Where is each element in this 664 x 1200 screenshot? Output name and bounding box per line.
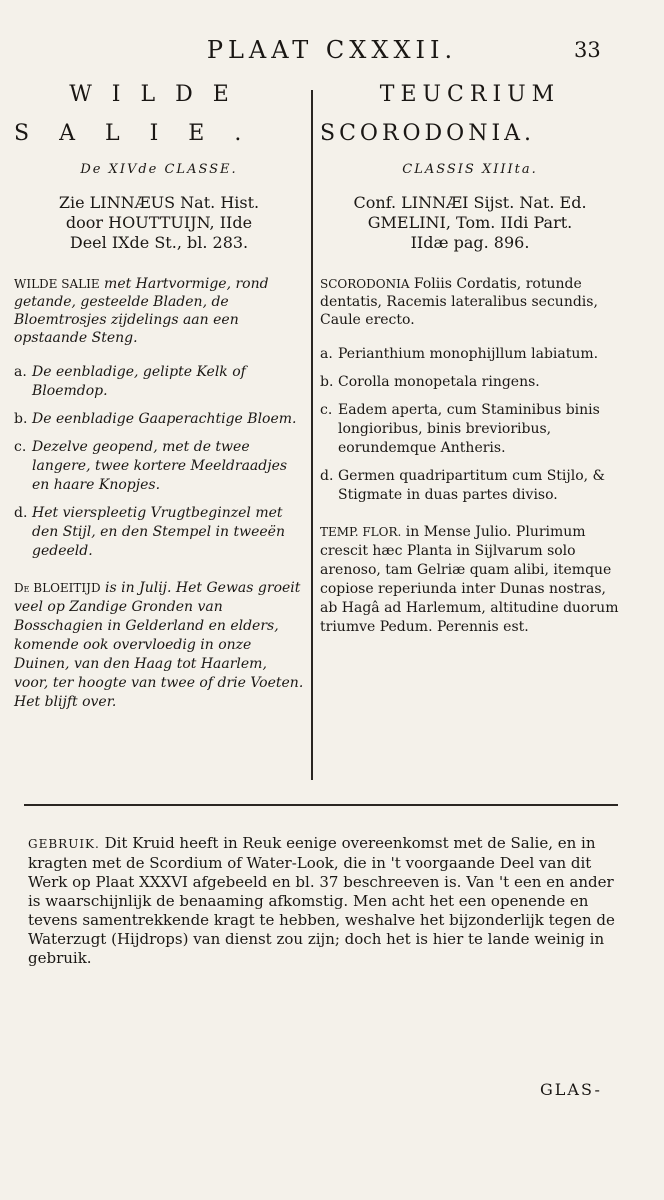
latin-reference-line: Conf. LINNÆI Sijst. Nat. Ed.: [353, 193, 587, 212]
list-item: [320, 345, 620, 364]
part-letter: b.: [320, 374, 334, 390]
catchword: GLAS-: [540, 1080, 602, 1099]
list-item: [14, 438, 304, 495]
part-text: Het vierspleetig Vrugtbeginzel met den Stijl, en den Stempel in tweeën gedeeld.: [32, 505, 285, 559]
dutch-flowering-paragraph: [14, 579, 304, 712]
part-letter: b.: [14, 411, 28, 427]
latin-reference-line: IIdæ pag. 896.: [410, 233, 530, 252]
part-text: Dezelve geopend, met de twee langere, twee kortere Meeldraadjes en haare Knopjes.: [32, 439, 288, 493]
list-item: [320, 401, 620, 458]
page-number: 33: [574, 38, 601, 62]
part-text: Germen quadripartitum cum Stijlo, & Stigmate in duas partes diviso.: [338, 468, 606, 503]
part-text: Corolla monopetala ringens.: [338, 374, 540, 390]
part-text: Eadem aperta, cum Staminibus binis longioribus, binis brevioribus, eorundemque Antheris.: [338, 402, 600, 456]
part-text: De eenbladige Gaaperachtige Bloem.: [32, 411, 297, 427]
latin-flowering-text: in Mense Julio. Plurimum crescit hæc Planta in Sijlvarum solo arenoso, tam Gelriæ quam alibi, itemque copiose reperiunda inter Dunas nostras, ab Hagâ ad Harlemum, altitudine duorum triumve Pedum. Perennis est.: [320, 524, 619, 635]
dutch-flowering-text: is in Julij. Het Gewas groeit veel op Zandige Gronden van Bosschagien in Gelderland en elders, komende ook overvloedig in onze Duinen, van den Haag tot Haarlem, voor, ter hoogte van twee of drie Voeten. Het blijft over.: [14, 580, 304, 710]
usage-paragraph: [28, 834, 620, 968]
dutch-description-term: WILDE SALIE: [14, 277, 100, 291]
dutch-reference-line: door HOUTTUIJN, IIde: [65, 213, 253, 232]
dutch-description: [14, 275, 304, 347]
latin-heading-line1: TEUCRIUM: [379, 82, 561, 107]
dutch-reference-line: Deel IXde St., bl. 283.: [69, 233, 249, 252]
latin-column: [320, 82, 620, 637]
dutch-flowering-term: De BLOEITIJD: [14, 581, 101, 595]
part-text: De eenbladige, gelipte Kelk of Bloemdop.: [32, 364, 246, 399]
dutch-description-text: met Hartvormige, rond getande, gesteelde Bladen, de Bloemtrosjes zijdelings aan een opstaande Steng.: [14, 276, 269, 346]
latin-parts-list: [320, 345, 620, 505]
latin-description-term: SCORODONIA: [320, 277, 410, 291]
part-letter: a.: [320, 346, 333, 362]
list-item: [320, 467, 620, 505]
latin-reference-line: GMELINI, Tom. IIdi Part.: [367, 213, 573, 232]
latin-flowering-term: TEMP. FLOR.: [320, 525, 402, 539]
dutch-parts-list: [14, 363, 304, 561]
dutch-reference-line: Zie LINNÆUS Nat. Hist.: [58, 193, 260, 212]
part-letter: d.: [320, 468, 334, 484]
plate-title: PLAAT CXXXII.: [206, 36, 458, 64]
list-item: [14, 363, 304, 401]
dutch-heading-line2: SALIE.: [14, 121, 272, 146]
dutch-reference: [14, 193, 304, 253]
latin-flowering-paragraph: [320, 523, 620, 637]
dutch-column: [14, 82, 304, 712]
list-item: [14, 504, 304, 561]
usage-text: Dit Kruid heeft in Reuk eenige overeenkomst met de Salie, en in kragten met de Scordium of Water-Look, die in 't voorgaande Deel van dit Werk op Plaat XXXVI afgebeeld en bl. 37 beschreeven is. Van 't een en ander is waarschijnlijk de benaaming afkomstig. Men acht het een openende en tevens samentrekkende kragt te hebben, weshalve het bijzonderlijk tegen de Waterzugt (Hijdrops) van dienst zou zijn; doch het is hier te lande weinig in gebruik.: [28, 834, 615, 967]
latin-heading-line2: SCORODONIA.: [320, 121, 536, 146]
part-letter: d.: [14, 505, 28, 521]
usage-term: GEBRUIK.: [28, 837, 100, 851]
latin-description-text: Foliis Cordatis, rotunde dentatis, Racemis lateralibus secundis, Caule erecto.: [320, 276, 598, 328]
part-letter: c.: [320, 402, 333, 418]
dutch-heading-line1: WILDE: [69, 82, 249, 107]
list-item: [320, 373, 620, 392]
latin-reference: [320, 193, 620, 253]
part-letter: c.: [14, 439, 27, 455]
dutch-classis: De XIVde CLASSE.: [80, 162, 238, 177]
latin-classis: CLASSIS XIIIta.: [402, 162, 538, 177]
latin-description: [320, 275, 620, 329]
column-divider: [311, 90, 313, 780]
list-item: [14, 410, 304, 429]
horizontal-rule: [24, 804, 618, 806]
part-letter: a.: [14, 364, 27, 380]
part-text: Perianthium monophijllum labiatum.: [338, 346, 599, 362]
